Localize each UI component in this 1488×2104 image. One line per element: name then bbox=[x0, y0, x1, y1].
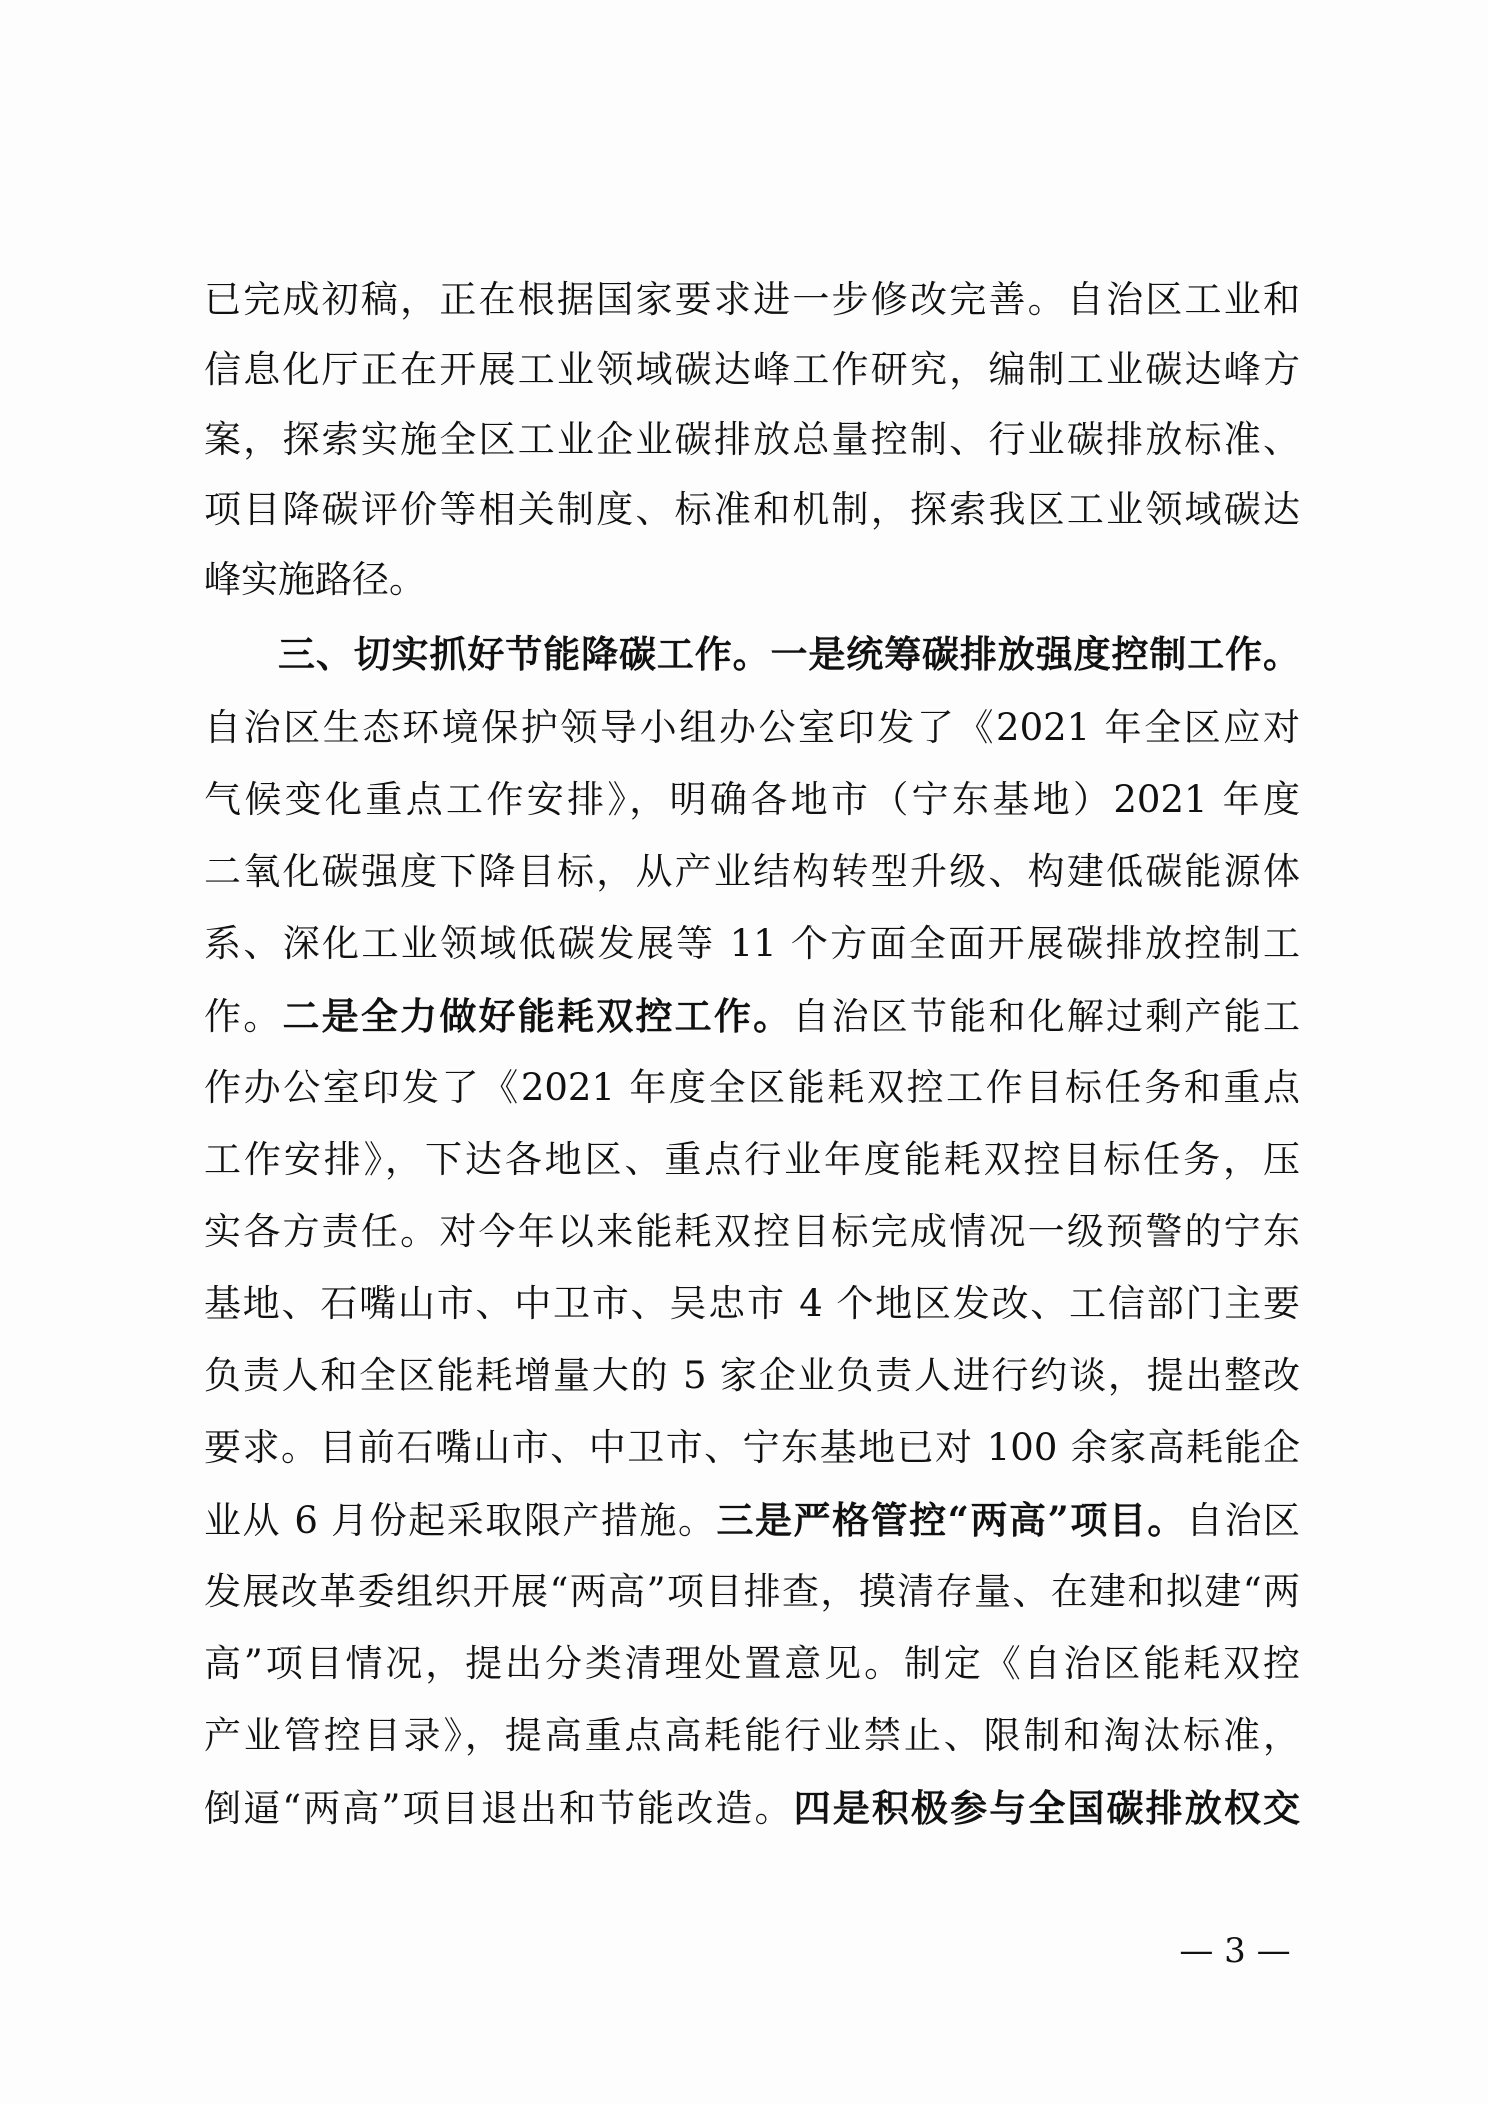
text-run: 要求。目前石嘴山市、中卫市、宁东基地已对 100 余家高耗能企 bbox=[204, 1426, 1300, 1469]
text-line-17 bbox=[204, 1420, 1300, 1476]
text-run: 作。 bbox=[204, 995, 283, 1038]
text-run: 系、深化工业领域低碳发展等 11 个方面全面开展碳排放控制工 bbox=[204, 922, 1300, 965]
bold-lead: 三是严格管控“两高”项目。 bbox=[716, 1498, 1186, 1542]
text-run: 项目降碳评价等相关制度、标准和机制，探索我区工业领域碳达 bbox=[204, 488, 1300, 531]
text-line-21 bbox=[204, 1708, 1300, 1764]
text-line-11 bbox=[204, 988, 1300, 1044]
text-run: 自治区节能和化解过剩产能工 bbox=[792, 995, 1301, 1038]
text-line-19 bbox=[204, 1564, 1300, 1620]
text-line-15 bbox=[204, 1276, 1300, 1332]
text-run: 已完成初稿，正在根据国家要求进一步修改完善。自治区工业和 bbox=[204, 278, 1300, 321]
text-run: 峰实施路径。 bbox=[204, 558, 426, 601]
text-line-2 bbox=[204, 342, 1300, 398]
text-line-1 bbox=[204, 272, 1300, 328]
text-run: 倒逼“两高”项目退出和节能改造。 bbox=[204, 1787, 794, 1830]
text-line-16 bbox=[204, 1348, 1300, 1404]
bold-lead: 一是统筹碳排放强度控制工作。 bbox=[770, 632, 1300, 676]
text-run: 业从 6 月份起采取限产措施。 bbox=[204, 1499, 717, 1542]
text-run: 自治区 bbox=[1185, 1499, 1300, 1542]
bold-lead: 四是积极参与全国碳排放权交 bbox=[793, 1786, 1300, 1830]
text-run: 自治区生态环境保护领导小组办公室印发了《2021 年全区应对 bbox=[204, 706, 1300, 749]
bold-lead: 二是全力做好能耗双控工作。 bbox=[282, 994, 793, 1038]
text-line-10 bbox=[204, 916, 1300, 972]
text-run: 工作安排》，下达各地区、重点行业年度能耗双控目标任务，压 bbox=[204, 1138, 1300, 1181]
text-run: 基地、石嘴山市、中卫市、吴忠市 4 个地区发改、工信部门主要 bbox=[204, 1282, 1300, 1325]
text-line-13 bbox=[204, 1132, 1300, 1188]
text-line-9 bbox=[204, 844, 1300, 900]
text-run: 发展改革委组织开展“两高”项目排查，摸清存量、在建和拟建“两 bbox=[204, 1570, 1300, 1613]
text-run: 负责人和全区能耗增量大的 5 家企业负责人进行约谈，提出整改 bbox=[204, 1354, 1300, 1397]
text-run: 信息化厅正在开展工业领域碳达峰工作研究，编制工业碳达峰方 bbox=[204, 348, 1300, 391]
text-line-6 bbox=[278, 626, 1300, 682]
text-run: 产业管控目录》，提高重点高耗能行业禁止、限制和淘汰标准， bbox=[204, 1714, 1300, 1757]
text-line-12 bbox=[204, 1060, 1300, 1116]
text-run: 气候变化重点工作安排》，明确各地市（宁东基地）2021 年度 bbox=[204, 778, 1300, 821]
text-line-5 bbox=[204, 552, 1300, 608]
text-run: 实各方责任。对今年以来能耗双控目标完成情况一级预警的宁东 bbox=[204, 1210, 1300, 1253]
text-run: 作办公室印发了《2021 年度全区能耗双控工作目标任务和重点 bbox=[204, 1066, 1300, 1109]
text-line-18 bbox=[204, 1492, 1300, 1548]
text-run: 高”项目情况，提出分类清理处置意见。制定《自治区能耗双控 bbox=[204, 1642, 1300, 1685]
text-line-22 bbox=[204, 1780, 1300, 1836]
text-line-7 bbox=[204, 700, 1300, 756]
text-line-20 bbox=[204, 1636, 1300, 1692]
text-run: 二氧化碳强度下降目标，从产业结构转型升级、构建低碳能源体 bbox=[204, 850, 1300, 893]
page-number: — 3 — bbox=[1179, 1931, 1291, 1971]
section-heading: 三、切实抓好节能降碳工作。 bbox=[278, 632, 771, 676]
text-line-8 bbox=[204, 772, 1300, 828]
text-line-4 bbox=[204, 482, 1300, 538]
text-run: 案，探索实施全区工业企业碳排放总量控制、行业碳排放标准、 bbox=[204, 418, 1300, 461]
text-line-14 bbox=[204, 1204, 1300, 1260]
text-line-3 bbox=[204, 412, 1300, 468]
